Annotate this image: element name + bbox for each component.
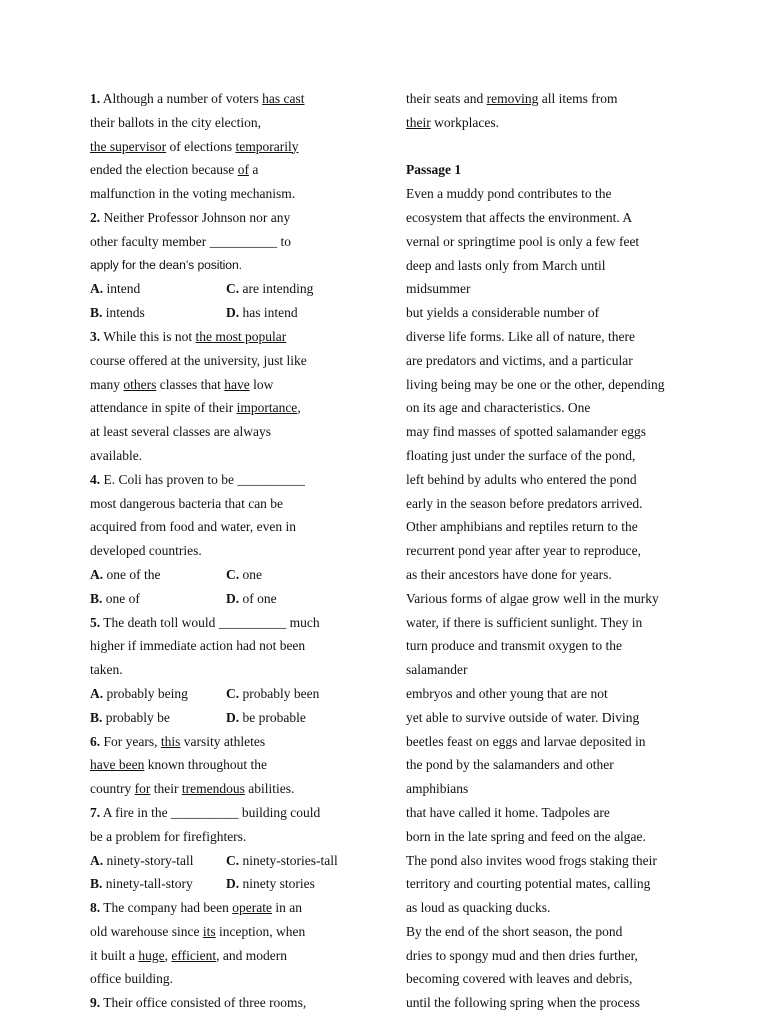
question-line: taken. — [90, 662, 123, 678]
passage-line: yet able to survive outside of water. Diving — [406, 709, 640, 725]
question-5 — [90, 611, 370, 730]
question-9 — [90, 991, 370, 1015]
answer-option-b — [90, 706, 226, 730]
question-text: low — [249, 376, 274, 392]
question-text: of elections — [166, 138, 236, 154]
underlined-text: operate — [232, 900, 272, 916]
underlined-text: for — [134, 781, 151, 797]
left-column — [90, 87, 370, 1015]
option-letter: D. — [226, 709, 240, 725]
question-number: 5. — [90, 614, 101, 630]
option-letter: B. — [90, 876, 103, 892]
passage-line: on its age and characteristics. One — [406, 400, 591, 416]
underlined-text: the supervisor — [90, 138, 167, 154]
passage-line: salamander — [406, 662, 468, 678]
question-text: classes that — [156, 376, 225, 392]
option-letter: A. — [90, 685, 104, 701]
underlined-text: tremendous — [181, 781, 245, 797]
underlined-text: their — [406, 114, 431, 130]
answer-options-row — [90, 563, 370, 587]
question-number: 2. — [90, 209, 101, 225]
question-line: available. — [90, 447, 143, 463]
question-line — [90, 206, 370, 230]
underlined-text: importance — [236, 400, 298, 416]
question-line — [90, 753, 370, 777]
answer-option-d — [226, 301, 298, 325]
question-text: attendance in spite of their — [90, 400, 237, 416]
answer-option-c — [226, 682, 319, 706]
option-text: intend — [103, 281, 141, 297]
option-text: intends — [102, 305, 145, 321]
question-line — [90, 801, 370, 825]
answer-option-c — [226, 277, 313, 301]
question-7 — [90, 801, 370, 896]
option-text: one of — [102, 590, 140, 606]
question-text: their — [150, 781, 182, 797]
passage-line: as loud as quacking ducks. — [406, 900, 551, 916]
option-letter: D. — [226, 305, 240, 321]
option-text: ninety-stories-tall — [239, 852, 338, 868]
underlined-text: efficient — [171, 947, 217, 963]
continued-line — [406, 87, 706, 111]
passage-line: early in the season before predators arrived. — [406, 495, 643, 511]
question-text: many — [90, 376, 124, 392]
option-letter: B. — [90, 709, 103, 725]
underlined-text: have been — [90, 757, 145, 773]
question-number: 4. — [90, 471, 101, 487]
question-line — [90, 373, 370, 397]
option-text: ninety stories — [239, 876, 315, 892]
answer-option-c — [226, 849, 338, 873]
question-line — [90, 611, 370, 635]
answer-option-d — [226, 872, 315, 896]
question-text: all items from — [538, 91, 618, 106]
passage-line: beetles feast on eggs and larvae deposited in — [406, 733, 646, 749]
question-text: A fire in the __________ building could — [100, 804, 321, 820]
option-letter: B. — [90, 590, 103, 606]
question-text: For years, — [100, 733, 161, 749]
passage-line: born in the late spring and feed on the algae. — [406, 828, 646, 844]
question-text: varsity athletes — [180, 733, 266, 749]
answer-options-row — [90, 301, 370, 325]
answer-option-d — [226, 587, 277, 611]
question-line — [90, 158, 370, 182]
option-letter: C. — [226, 281, 240, 297]
passage-line: floating just under the surface of the pond, — [406, 447, 636, 463]
question-number: 1. — [90, 91, 101, 106]
option-letter: D. — [226, 876, 240, 892]
question-line: be a problem for firefighters. — [90, 828, 247, 844]
answer-option-a — [90, 277, 226, 301]
answer-option-a — [90, 849, 226, 873]
passage-line: the pond by the salamanders and other — [406, 757, 614, 773]
option-text: probably been — [239, 685, 320, 701]
question-text: in an — [271, 900, 302, 916]
question-text: ended the election because — [90, 162, 238, 178]
option-text: be probable — [239, 709, 306, 725]
answer-option-b — [90, 872, 226, 896]
passage-line: that have called it home. Tadpoles are — [406, 804, 610, 820]
passage-line: deep and lasts only from March until — [406, 257, 606, 273]
question-text: Their office consisted of three rooms, — [100, 995, 307, 1011]
question-text: old warehouse since — [90, 923, 203, 939]
question-line: office building. — [90, 971, 173, 987]
answer-option-d — [226, 706, 306, 730]
question-line — [90, 896, 370, 920]
question-line — [90, 730, 370, 754]
option-letter: C. — [226, 685, 240, 701]
question-number: 7. — [90, 804, 101, 820]
option-text: are intending — [239, 281, 314, 297]
option-text: ninety-story-tall — [103, 852, 194, 868]
option-letter: C. — [226, 852, 240, 868]
passage-line: The pond also invites wood frogs staking their — [406, 852, 657, 868]
passage-line: vernal or springtime pool is only a few feet — [406, 233, 640, 249]
underlined-text: temporarily — [235, 138, 299, 154]
question-number: 8. — [90, 900, 101, 916]
question-line: their ballots in the city election, — [90, 114, 261, 130]
question-text: The death toll would __________ much — [100, 614, 320, 630]
passage-line: but yields a considerable number of — [406, 305, 600, 321]
question-line — [90, 468, 370, 492]
passage-line: are predators and victims, and a particular — [406, 352, 633, 368]
answer-options-row — [90, 849, 370, 873]
answer-options-row — [90, 587, 370, 611]
passage-heading: Passage 1 — [406, 162, 462, 178]
passage-line: Other amphibians and reptiles return to the — [406, 519, 638, 535]
question-text: E. Coli has proven to be __________ — [100, 471, 305, 487]
answer-options-row — [90, 277, 370, 301]
option-text: one of the — [103, 566, 161, 582]
option-text: probably be — [102, 709, 170, 725]
question-4 — [90, 468, 370, 611]
passage-line: Various forms of algae grow well in the murky — [406, 590, 659, 606]
option-letter: A. — [90, 281, 104, 297]
passage-line: water, if there is sufficient sunlight. They in — [406, 614, 643, 630]
question-line — [90, 777, 370, 801]
option-text: probably being — [103, 685, 188, 701]
passage-line: amphibians — [406, 781, 469, 797]
right-column — [406, 87, 706, 1015]
question-line: other faculty member __________ to — [90, 233, 291, 249]
option-text: has intend — [239, 305, 298, 321]
option-letter: A. — [90, 566, 104, 582]
spacer — [406, 135, 706, 159]
question-text: , and modern — [216, 947, 287, 963]
passage-line: By the end of the short season, the pond — [406, 923, 623, 939]
passage-line: embryos and other young that are not — [406, 685, 608, 701]
passage-line: ecosystem that affects the environment. A — [406, 209, 633, 225]
continued-line — [406, 111, 706, 135]
question-text: country — [90, 781, 135, 797]
answer-options-row — [90, 872, 370, 896]
passage-line: dries to spongy mud and then dries further, — [406, 947, 638, 963]
passage-line: Even a muddy pond contributes to the — [406, 186, 612, 202]
question-3 — [90, 325, 370, 468]
underlined-text: have — [224, 376, 250, 392]
question-text: , — [297, 400, 301, 416]
passage-line: midsummer — [406, 281, 471, 297]
answer-options-row — [90, 706, 370, 730]
passage-line: recurrent pond year after year to reproduce, — [406, 543, 641, 559]
underlined-text: huge — [138, 947, 165, 963]
question-2 — [90, 206, 370, 325]
question-text: inception, when — [215, 923, 306, 939]
answer-option-a — [90, 682, 226, 706]
option-letter: D. — [226, 590, 240, 606]
question-line — [90, 325, 370, 349]
question-line: course offered at the university, just like — [90, 352, 307, 368]
option-letter: B. — [90, 305, 103, 321]
question-text: While this is not — [100, 328, 196, 344]
passage-line: left behind by adults who entered the pond — [406, 471, 637, 487]
passage-line: diverse life forms. Like all of nature, there — [406, 328, 636, 344]
answer-option-c — [226, 563, 262, 587]
question-line — [90, 920, 370, 944]
question-line: apply for the dean’s position. — [90, 257, 242, 272]
passage-line: becoming covered with leaves and debris, — [406, 971, 633, 987]
question-text: abilities. — [244, 781, 295, 797]
question-text: it built a — [90, 947, 139, 963]
question-line — [90, 944, 370, 968]
underlined-text: removing — [486, 91, 539, 106]
passage-line: may find masses of spotted salamander eggs — [406, 424, 646, 440]
question-line — [90, 135, 370, 159]
question-line — [90, 396, 370, 420]
passage-line: as their ancestors have done for years. — [406, 566, 612, 582]
question-text: workplaces. — [430, 114, 499, 130]
passage-line: territory and courting potential mates, calling — [406, 876, 651, 892]
question-text: known throughout the — [144, 757, 267, 773]
question-text: Neither Professor Johnson nor any — [100, 209, 291, 225]
question-1 — [90, 87, 370, 206]
answer-option-a — [90, 563, 226, 587]
question-text: a — [248, 162, 259, 178]
question-text: , — [164, 947, 172, 963]
option-letter: C. — [226, 566, 240, 582]
question-number: 6. — [90, 733, 101, 749]
answer-option-b — [90, 301, 226, 325]
underlined-text: its — [202, 923, 216, 939]
passage-body — [406, 182, 706, 1015]
question-8 — [90, 896, 370, 991]
option-text: of one — [239, 590, 277, 606]
question-text: their seats and — [406, 91, 487, 106]
underlined-text: the most popular — [195, 328, 287, 344]
question-line — [90, 991, 370, 1015]
underlined-text: others — [123, 376, 157, 392]
question-6 — [90, 730, 370, 801]
question-line: malfunction in the voting mechanism. — [90, 186, 296, 202]
option-letter: A. — [90, 852, 104, 868]
question-text: Although a number of voters — [100, 91, 263, 106]
question-number: 9. — [90, 995, 101, 1011]
passage-line: until the following spring when the process — [406, 995, 640, 1011]
underlined-text: has cast — [262, 91, 305, 106]
answer-options-row — [90, 682, 370, 706]
underlined-text: of — [237, 162, 249, 178]
question-line: acquired from food and water, even in — [90, 519, 297, 535]
question-line: developed countries. — [90, 543, 202, 559]
question-line: most dangerous bacteria that can be — [90, 495, 284, 511]
passage-line: living being may be one or the other, depending — [406, 376, 665, 392]
question-line: higher if immediate action had not been — [90, 638, 306, 654]
underlined-text: this — [160, 733, 181, 749]
passage-line: turn produce and transmit oxygen to the — [406, 638, 622, 654]
answer-option-b — [90, 587, 226, 611]
question-line: at least several classes are always — [90, 424, 272, 440]
question-number: 3. — [90, 328, 101, 344]
option-text: one — [239, 566, 262, 582]
option-text: ninety-tall-story — [102, 876, 193, 892]
question-line — [90, 87, 370, 111]
question-text: The company had been — [100, 900, 233, 916]
